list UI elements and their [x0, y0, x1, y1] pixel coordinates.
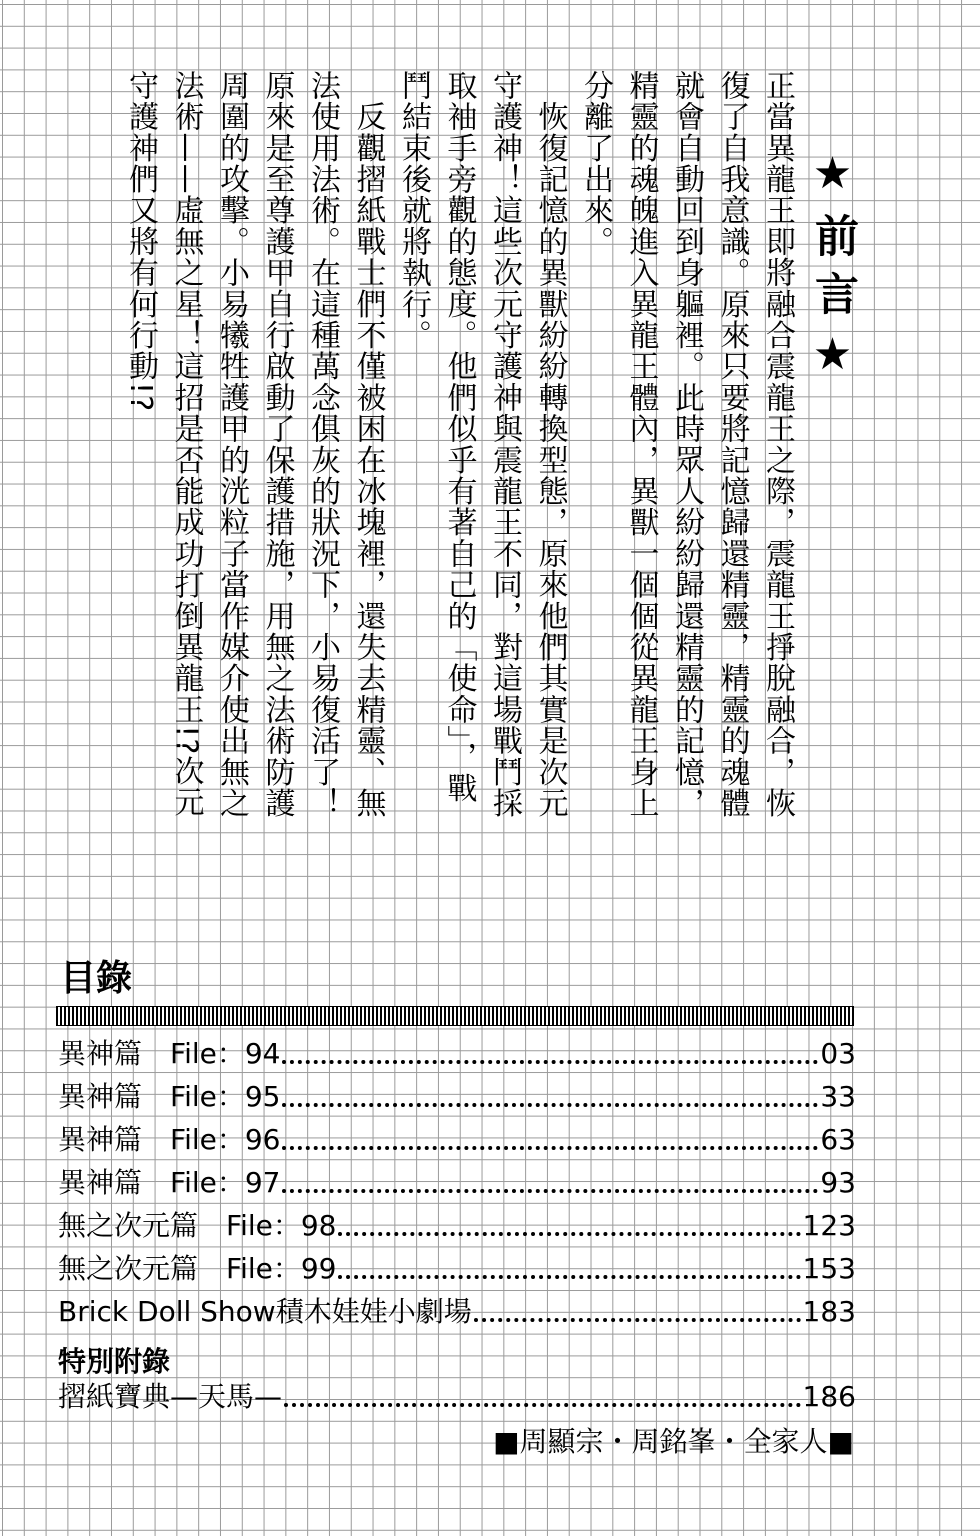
toc-entry-label: 異神篇 File：95 [58, 1080, 281, 1113]
toc-entry-page: 93 [820, 1166, 856, 1199]
toc-entry [58, 1204, 856, 1246]
toc-entry [58, 1161, 856, 1203]
preface-body: 正當異龍王即將融合震龍王之際，震龍王掙脫融合，恢復了自我意識。原來只要將記憶歸還精靈，精靈的魂體就會自動回到身軀裡。此時眾人紛紛歸還精靈的記憶，精靈的魂魄進入異龍王體內，異獸一個個從異龍王身上分離了出來。 恢復記憶的異獸紛紛轉換型態，原來他們其實是次元守護神！這些次元守護神與震龍王不同，對這場戰鬥採取袖手旁觀的態度。他們似乎有著自己的「使命」，戰鬥結束後就將執行。 反觀摺紙戰士們不僅被困在冰塊裡，還失去精靈、無法使用法術。在這種萬念俱灰的狀況下，小易復活了！原來是至尊護甲自行啟動了保護措施，用無之法術防護周圍的攻擊。小易犧牲護甲的洸粒子當作媒介使出無之法術——虛無之星！這招是否能成功打倒異龍王!?次元守護神們又將有何行動!? [123, 70, 795, 819]
toc-leader-dots [282, 1146, 818, 1150]
toc-entry-label: 無之次元篇 File：98 [58, 1209, 337, 1242]
toc-leader-dots [284, 1403, 801, 1407]
toc-entry [58, 1032, 856, 1074]
toc-entry [58, 1247, 856, 1289]
toc-entry-label: 摺紙寶典—天馬— [58, 1380, 283, 1413]
toc-entry-label: 無之次元篇 File：99 [58, 1252, 337, 1285]
toc-entry-page: 63 [820, 1123, 856, 1156]
toc-entry-page: 153 [802, 1252, 856, 1285]
toc-entry-page: 183 [802, 1295, 856, 1328]
toc-leader-dots [282, 1103, 818, 1107]
toc-title: 目錄 [60, 958, 133, 999]
toc-entry-page: 186 [802, 1380, 856, 1413]
toc-leader-dots [282, 1189, 818, 1193]
toc-special-entry [58, 1375, 856, 1417]
toc-entry [58, 1290, 856, 1332]
toc-leader-dots [474, 1318, 801, 1322]
preface-title: ★前言★ [807, 148, 858, 394]
toc-special-title: 特別附錄 [58, 1345, 171, 1378]
credit-line: ■周顯宗・周銘峯・全家人■ [493, 1425, 854, 1458]
toc-entry-label: 異神篇 File：97 [58, 1166, 281, 1199]
toc-entry-page: 33 [820, 1080, 856, 1113]
toc-entry-page: 03 [820, 1037, 856, 1070]
toc-entry-label: 異神篇 File：94 [58, 1037, 281, 1070]
toc-leader-dots [338, 1232, 800, 1236]
toc-entry-page: 123 [802, 1209, 856, 1242]
toc-entry [58, 1075, 856, 1117]
toc-entry-label: Brick Doll Show積木娃娃小劇場 [58, 1295, 472, 1328]
toc-leader-dots [338, 1275, 800, 1279]
toc-entry-label: 異神篇 File：96 [58, 1123, 281, 1156]
toc-entry [58, 1118, 856, 1160]
toc-divider-bar [56, 1006, 854, 1026]
toc-leader-dots [282, 1060, 818, 1064]
